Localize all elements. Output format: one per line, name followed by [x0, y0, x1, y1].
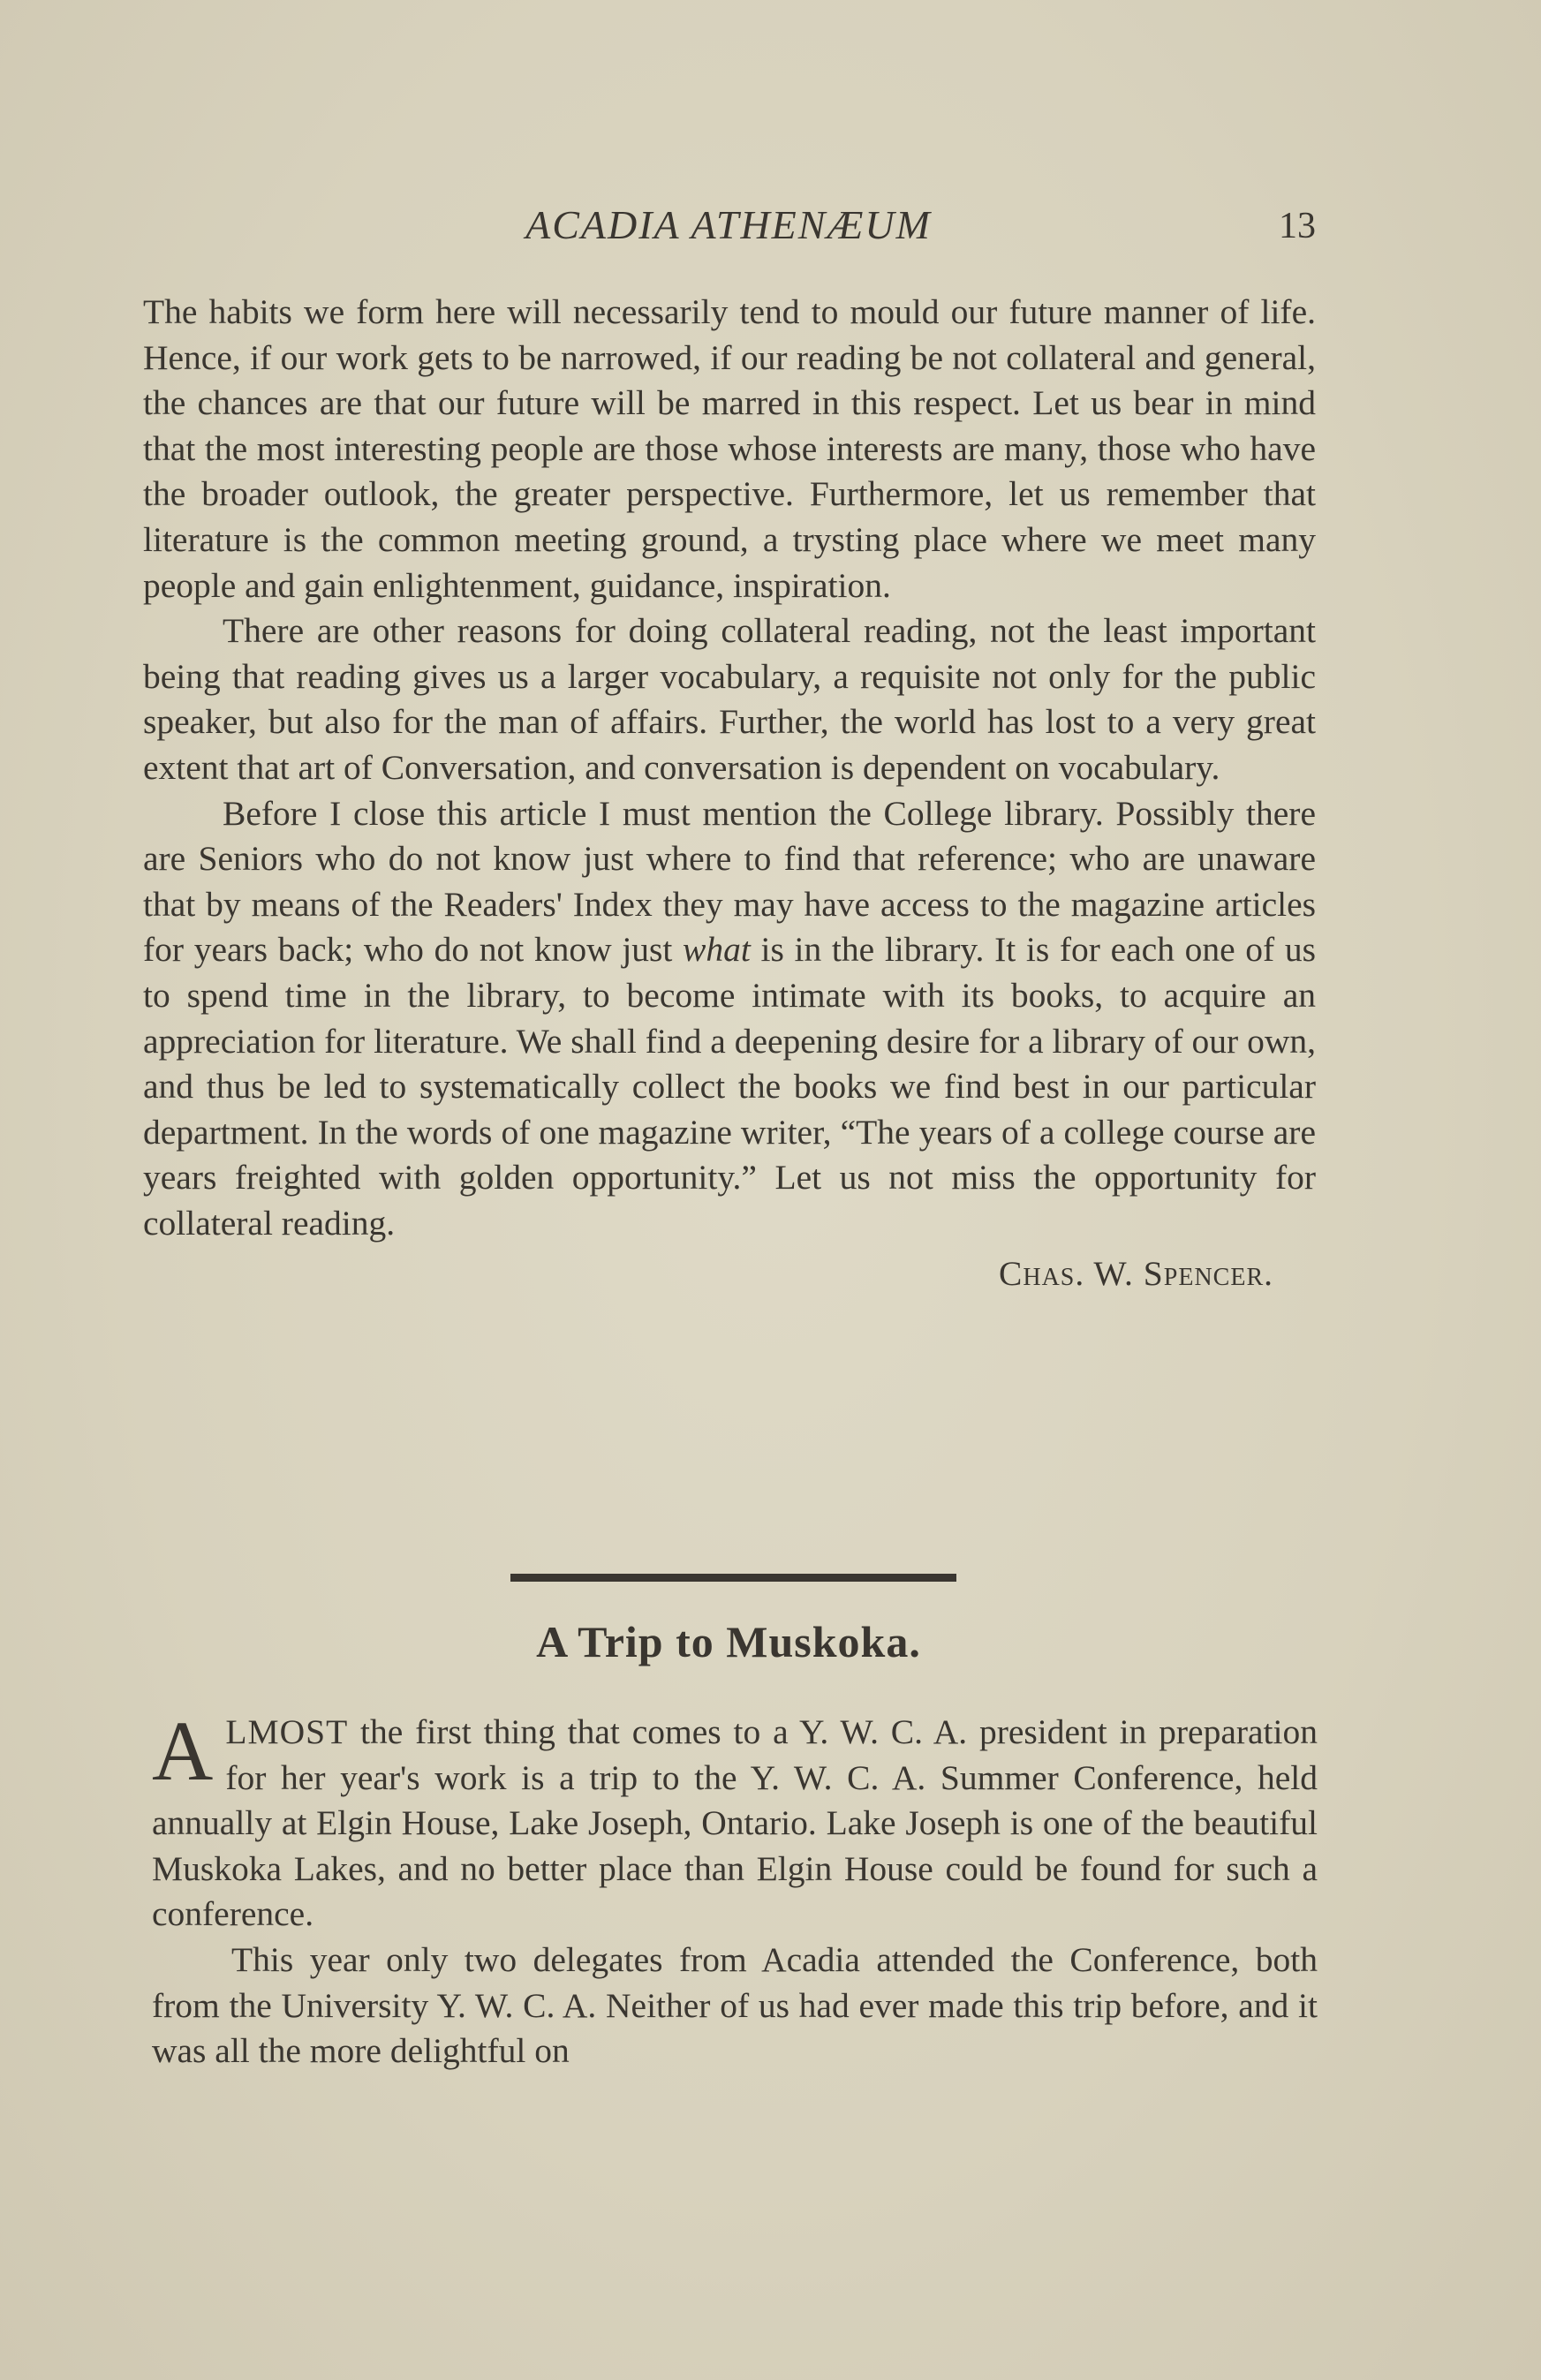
paragraph: There are other reasons for doing collateral reading, not the least important being that reading gives us a larger vocabulary, a requisite not only for the public speaker, but also for the man of affairs. Further, the world has lost to a very great extent that art of Conversation, and conversation is dependent on vocabulary. [143, 611, 1316, 787]
paragraph: This year only two delegates from Acadia attended the Conference, both from the University Y. W. C. A. Neither of us had ever made this trip before, and it was all the more delightful on [152, 1939, 1318, 2071]
article-title: A Trip to Muskoka. [536, 1617, 921, 1666]
emphasized-word: what [683, 930, 751, 970]
section-divider [510, 1574, 956, 1582]
article-body [152, 1704, 1318, 2074]
page-number: 13 [1279, 206, 1316, 246]
running-title: ACADIA ATHENÆUM [525, 202, 932, 247]
drop-cap: A [152, 1704, 214, 1798]
paragraph [152, 1704, 1318, 1938]
author-signature: Chas. W. Spencer. [999, 1254, 1273, 1294]
paragraph: The habits we form here will necessarily tend to mould our future manner of life. Hence, if our work gets to be narrowed, if our reading be not collateral and general, the chances are that our future will be marred in this respect. Let us bear in mind that the most interesting people are those whose interests are many, those who have the broader outlook, the greater perspective. Furthermore, let us remember that literature is the common meeting ground, a trysting place where we meet many people and gain enlightenment, guidance, inspiration. [143, 292, 1316, 605]
paragraph-text: the first thing that comes to a Y. W. C. A. president in preparation for her year's work is a trip to the Y. W. C. A. Summer Conference, held annually at Elgin House, Lake Joseph, Ontario. Lake Joseph is one of the beautiful Muskoka Lakes, and no better place than Elgin House could be found for such a conference. [152, 1712, 1318, 1934]
article-body [143, 290, 1316, 1297]
page-header [141, 201, 1316, 254]
paragraph [143, 791, 1316, 1247]
first-word: LMOST [225, 1712, 349, 1751]
paragraph-text: is in the library. It is for each one of us to spend time in the library, to become intimate with its books, to acquire an appreciation for literature. We shall find a deepening desire for a library of our own, and thus be led to systematically collect the books we find best in our particular department. In the words of one magazine writer, “The years of a college course are years freighted with golden opportunity.” Let us not miss the opportunity for collateral reading. [143, 930, 1316, 1243]
paragraph-text: Before I close this article I must mention the College library. Possibly there are Seniors who do not know just where to find that reference; who are unaware that by means of the Readers' Index they may have access to the magazine articles for years back; who do not know just [143, 793, 1316, 970]
